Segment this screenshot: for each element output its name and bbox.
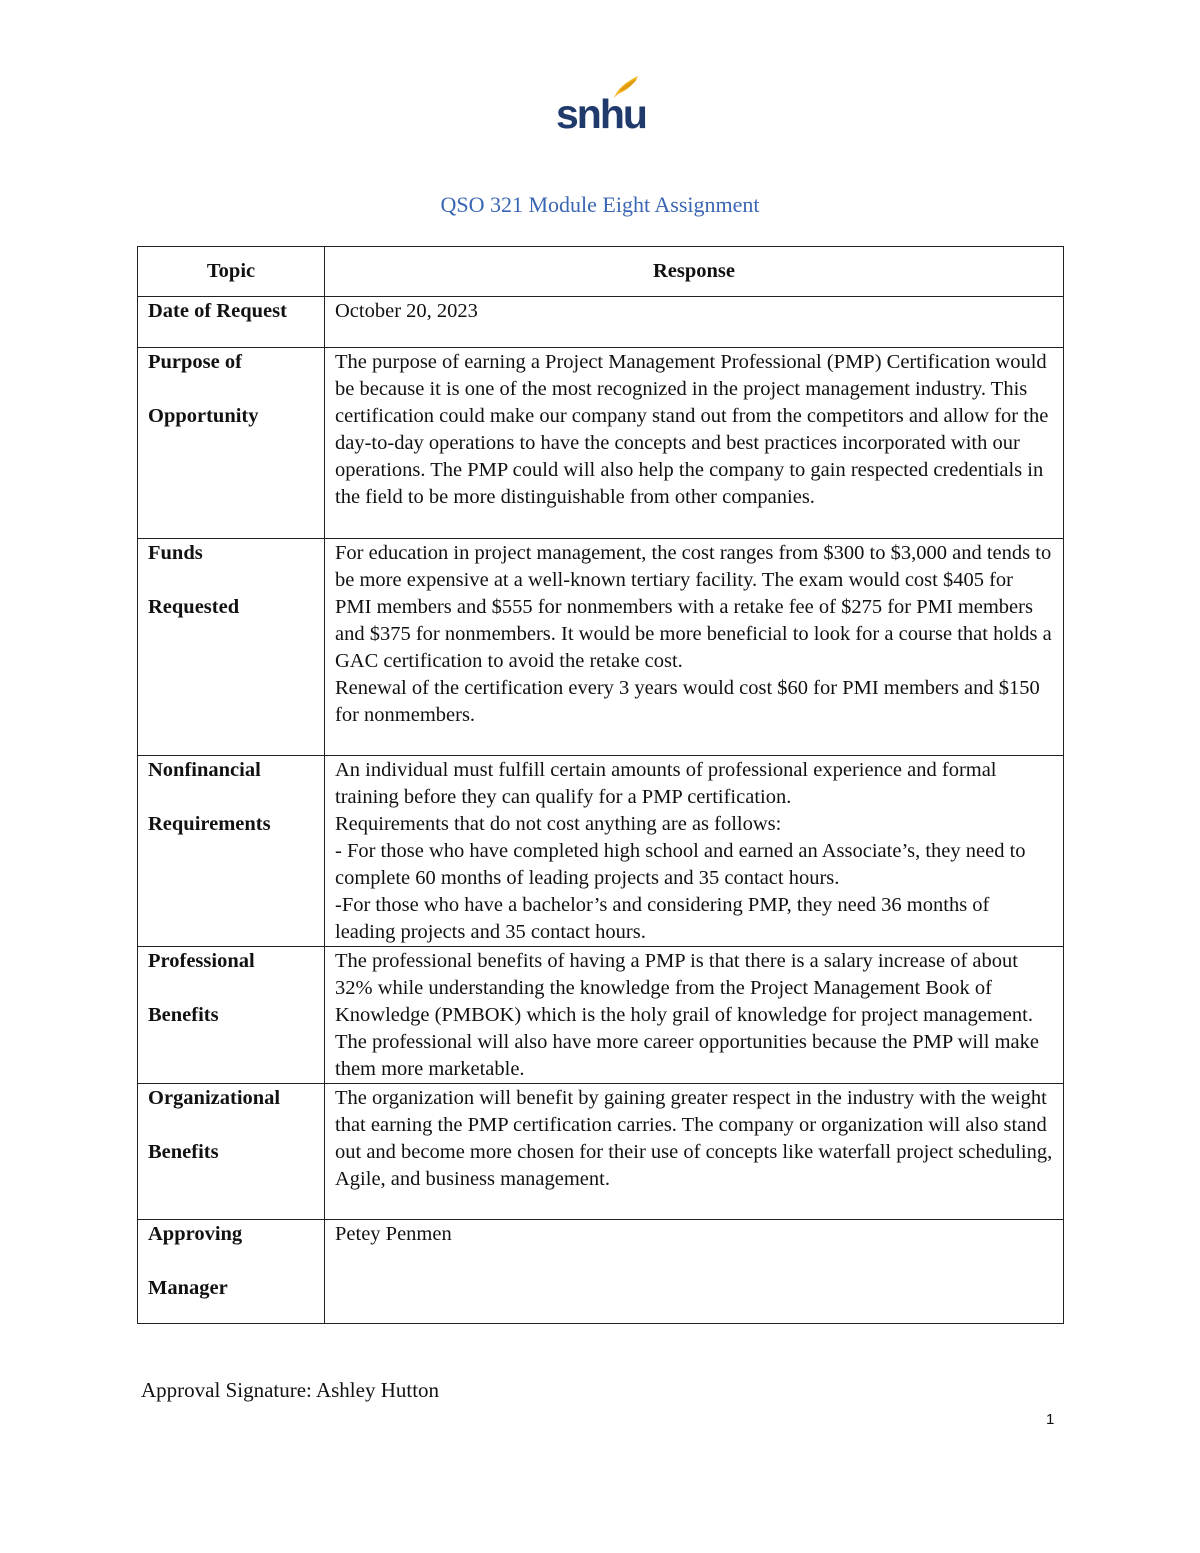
response-cell — [325, 348, 1064, 539]
response-column-header: Response — [325, 247, 1064, 297]
topic-cell — [138, 297, 325, 348]
topic-cell — [138, 1220, 325, 1324]
topic-line: Benefits — [148, 1141, 219, 1163]
topic-line: Manager — [148, 1277, 228, 1299]
topic-line: Funds — [148, 542, 203, 564]
response-cell — [325, 1084, 1064, 1220]
response-paragraph: -For those who have a bachelor’s and considering PMP, they need 36 months of leading projects and 35 contact hours. — [335, 894, 990, 943]
response-paragraph: The purpose of earning a Project Management Professional (PMP) Certification would be because it is one of the most recognized in the project management industry. This certification could make our company stand out from the competitors and allow for the day-to-day operations to have the concepts and best practices incorporated with our operations. The PMP could will also help the company to gain respected credentials in the field to be more distinguishable from other companies. — [335, 351, 1049, 508]
topic-cell — [138, 756, 325, 947]
table-row-funds-requested — [138, 539, 1064, 756]
topic-cell — [138, 539, 325, 756]
approval-signature: Approval Signature: Ashley Hutton — [141, 1378, 440, 1402]
response-paragraph: The professional benefits of having a PMP is that there is a salary increase of about 32% while understanding the knowledge from the Project Management Book of Knowledge (PMBOK) which is the holy grail of knowledge for project management. The professional will also have more career opportunities because the PMP will make them more marketable. — [335, 950, 1040, 1080]
topic-line: Benefits — [148, 1004, 219, 1026]
page-number: 1 — [1046, 1411, 1055, 1428]
response-paragraph: Requirements that do not cost anything are as follows: — [335, 813, 782, 835]
response-cell — [325, 539, 1064, 756]
table-row-approving-manager — [138, 1220, 1064, 1324]
response-paragraph: Renewal of the certification every 3 years would cost $60 for PMI members and $150 for nonmembers. — [335, 677, 1040, 726]
table-row-date-of-request — [138, 297, 1064, 348]
response-cell — [325, 297, 1064, 348]
topic-line: Professional — [148, 950, 255, 972]
topic-line: Requested — [148, 596, 240, 618]
response-cell — [325, 1220, 1064, 1324]
topic-line: Opportunity — [148, 405, 259, 427]
topic-line: Date of Request — [148, 300, 287, 322]
table-row-nonfinancial-requirements — [138, 756, 1064, 947]
response-cell — [325, 756, 1064, 947]
response-paragraph: - For those who have completed high school and earned an Associate’s, they need to complete 60 months of leading projects and 35 contact hours. — [335, 840, 1026, 889]
topic-line: Approving — [148, 1223, 243, 1245]
flame-icon — [610, 74, 640, 100]
logo-wordmark: snhu — [556, 91, 646, 137]
topic-line: Requirements — [148, 813, 271, 835]
response-paragraph: The organization will benefit by gaining greater respect in the industry with the weight that earning the PMP certification carries. The company or organization will also stand out and become more chosen for their use of concepts like waterfall project scheduling, Agile, and business management. — [335, 1087, 1053, 1190]
topic-cell — [138, 348, 325, 539]
topic-cell — [138, 1084, 325, 1220]
response-cell — [325, 947, 1064, 1084]
document-title: QSO 321 Module Eight Assignment — [440, 192, 760, 217]
table-header-row — [138, 247, 1064, 297]
request-table — [137, 246, 1064, 1324]
topic-cell — [138, 947, 325, 1084]
response-paragraph: An individual must fulfill certain amounts of professional experience and formal training before they can qualify for a PMP certification. — [335, 759, 997, 808]
snhu-logo — [556, 74, 646, 137]
response-paragraph: For education in project management, the cost ranges from $300 to $3,000 and tends to be more expensive at a well-known tertiary facility. The exam would cost $405 for PMI members and $555 for nonmembers with a retake fee of $275 for PMI members and $375 for nonmembers. It would be more beneficial to look for a course that holds a GAC certification to avoid the retake cost. — [335, 542, 1052, 672]
response-paragraph: Petey Penmen — [335, 1223, 452, 1245]
topic-line: Organizational — [148, 1087, 281, 1109]
table-row-purpose — [138, 348, 1064, 539]
topic-line: Nonfinancial — [148, 759, 261, 781]
topic-column-header: Topic — [138, 247, 325, 297]
response-paragraph: October 20, 2023 — [335, 300, 478, 322]
table-row-professional-benefits — [138, 947, 1064, 1084]
topic-line: Purpose of — [148, 351, 242, 373]
table-row-organizational-benefits — [138, 1084, 1064, 1220]
